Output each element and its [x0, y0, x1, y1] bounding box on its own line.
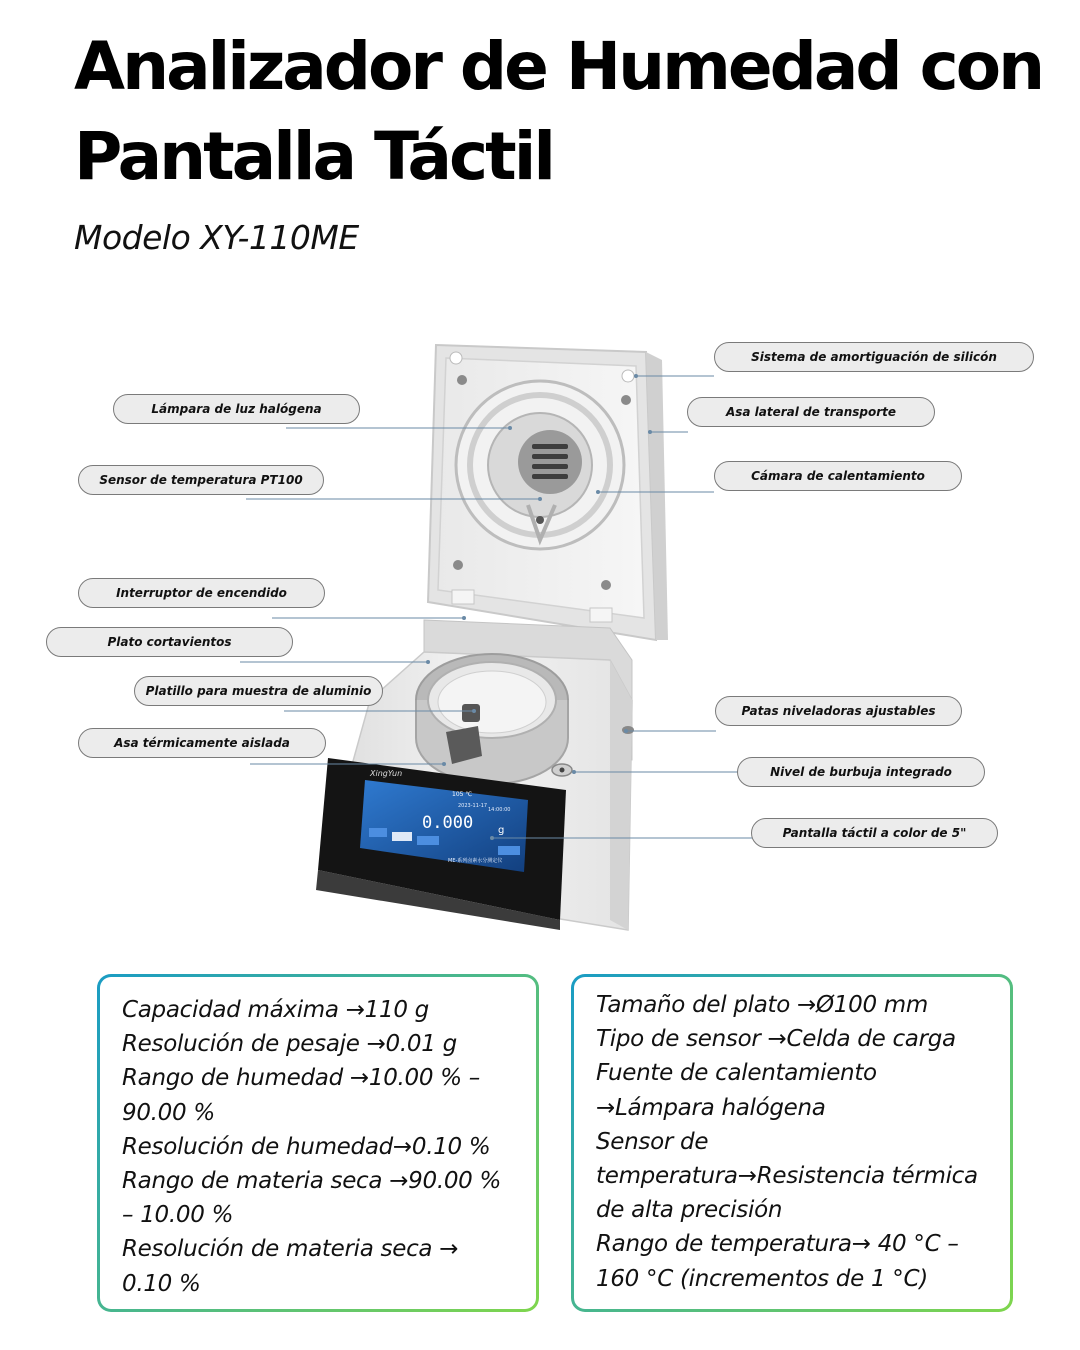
spec-line: →Lámpara halógena	[596, 1094, 826, 1121]
screen-unit: g	[498, 825, 505, 836]
model-subtitle: Modelo XY-110ME	[74, 218, 359, 257]
callout-side-handle: Asa lateral de transporte	[687, 397, 935, 427]
spec-line: Rango de materia seca →90.00 %	[122, 1168, 502, 1195]
spec-line: 90.00 %	[122, 1099, 215, 1126]
spec-line: Sensor de	[596, 1128, 709, 1155]
spec-line: de alta precisión	[596, 1197, 783, 1224]
spec-line: 0.10 %	[122, 1270, 201, 1297]
callout-leveling-feet: Patas niveladoras ajustables	[715, 696, 962, 726]
screen-time: 14:00:00	[488, 807, 511, 813]
spec-line: Resolución de pesaje →0.01 g	[122, 1031, 457, 1058]
title-line-1: Analizador de Humedad con	[74, 28, 1043, 105]
callout-windshield-plate: Plato cortavientos	[46, 627, 293, 657]
callout-heating-chamber: Cámara de calentamiento	[714, 461, 962, 491]
spec-line: – 10.00 %	[122, 1202, 234, 1229]
spec-line: Resolución de materia seca →	[122, 1236, 459, 1263]
screen-date: 2023-11-17	[458, 803, 488, 809]
screen-reading: 0.000	[422, 813, 474, 833]
callout-halogen-lamp: Lámpara de luz halógena	[113, 394, 360, 424]
screen-brand: XingYun	[370, 769, 403, 778]
spec-line: Fuente de calentamiento	[596, 1060, 877, 1087]
spec-line: 160 °C (incrementos de 1 °C)	[596, 1265, 928, 1292]
callout-touch-screen: Pantalla táctil a color de 5"	[751, 818, 998, 848]
callout-power-switch: Interruptor de encendido	[78, 578, 325, 608]
specs-right-box	[571, 974, 1013, 1312]
spec-line: Tamaño del plato →Ø100 mm	[596, 992, 929, 1018]
spec-line: Rango de temperatura→ 40 °C –	[596, 1231, 959, 1258]
spec-line: Resolución de humedad→0.10 %	[122, 1133, 491, 1160]
title-line-2: Pantalla Táctil	[74, 118, 553, 195]
screen-temp: 105 ℃	[452, 791, 473, 798]
spec-line: temperatura→Resistencia térmica	[596, 1163, 978, 1190]
spec-line: Tipo de sensor →Celda de carga	[596, 1026, 956, 1053]
callout-bubble-level: Nivel de burbuja integrado	[737, 757, 985, 787]
callout-temp-sensor: Sensor de temperatura PT100	[78, 465, 324, 495]
callout-aluminum-pan: Platillo para muestra de aluminio	[134, 676, 383, 706]
page-title	[74, 22, 1054, 202]
specs-left-box	[97, 974, 539, 1312]
callout-insulated-handle: Asa térmicamente aislada	[78, 728, 326, 758]
screen-footer: ME-系列卤素水分测定仪	[448, 858, 503, 864]
callout-silicone-damping: Sistema de amortiguación de silicón	[714, 342, 1034, 372]
spec-line: Rango de humedad →10.00 % –	[122, 1065, 481, 1092]
spec-line: Capacidad máxima →110 g	[122, 997, 429, 1023]
